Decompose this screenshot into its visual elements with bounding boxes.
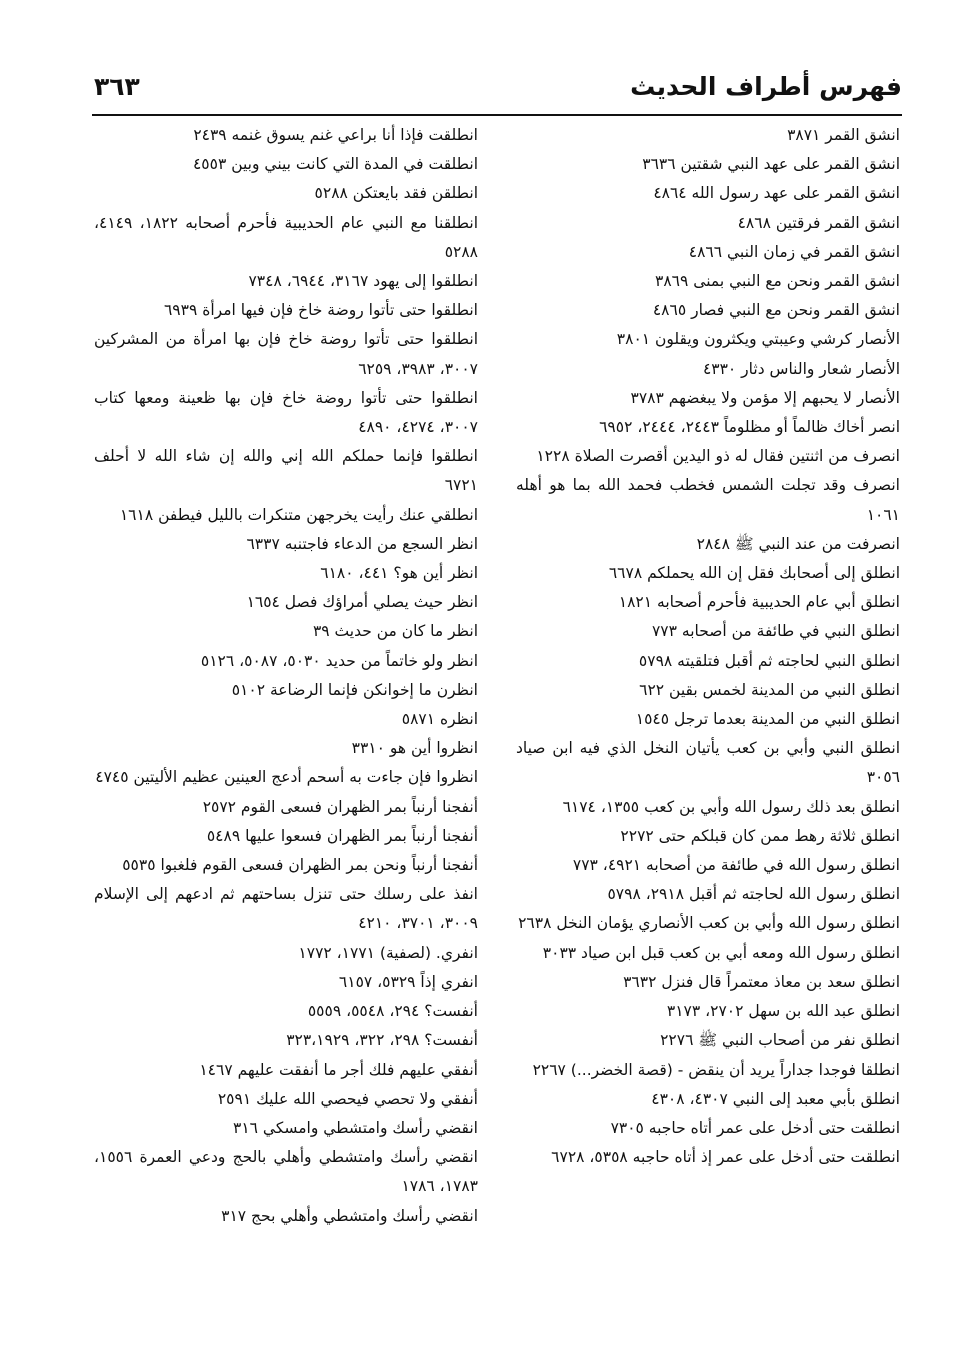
index-entry: انصرف وقد تجلت الشمس فخطب فحمد الله بما هو أهله ١٠٦١ [516, 476, 900, 524]
index-entry: انفذ على رسلك حتى تنزل بساحتهم ثم ادعهم إلى الإسلام ٣٠٠٩، ٣٧٠١، ٤٢١٠ [94, 885, 478, 933]
page-title: فهرس أطراف الحديث [630, 72, 902, 101]
index-entry: انطلق أبي عام الحديبية فأحرم أصحابه ١٨٢١ [618, 593, 900, 612]
index-entry: انطلقت فإذا أنا براعي غنم يسوق غنمه ٢٤٣٩ [193, 126, 478, 144]
left-column [94, 121, 478, 1231]
index-entry: الأنصار لا يحبهم إلا مؤمن ولا يبغضهم ٣٧٨٣ [630, 388, 900, 407]
index-entry: انظروا فإن جاءت به أسحم أدعج العينين عظيم الأليتين ٤٧٤٥ [95, 768, 478, 787]
index-entry: انشق القمر على عهد رسول الله ٤٨٦٤ [653, 184, 900, 203]
index-entry: انطلق النبي لحاجته ثم أقبل فتلقيته ٥٧٩٨ [638, 651, 900, 670]
index-entry: انقضي رأسك وامتشطي وأهلي بحج ٣١٧ [221, 1206, 478, 1225]
index-entry: انظرن ما إخوانكن فإنما الرضاعة ٥١٠٢ [231, 680, 478, 699]
index-entry: انطلق بعد ذلك رسول الله وأبي بن كعب ١٣٥٥، ٦١٧٤ [562, 797, 900, 816]
index-entry: انظر حيث يصلي أمراؤك فصل ١٦٥٤ [246, 593, 478, 612]
index-entry: انفري إذاً ٥٣٢٩، ٦١٥٧ [338, 972, 478, 991]
index-entry: انصرفت من عند النبي ﷺ ٢٨٤٨ [696, 534, 900, 553]
index-entry: انطلق نفر من أصحاب النبي ﷺ ٢٢٧٦ [660, 1031, 900, 1050]
index-entry: انطلقوا حتى تأتوا روضة خاخ فإن بها امرأة من المشركين ٣٠٠٧، ٣٩٨٣، ٦٢٥٩ [94, 330, 478, 378]
index-entry: انصرف من اثنتين فقال له ذو اليدين أقصرت الصلاة ١٢٢٨ [536, 447, 900, 466]
index-entry: انفري. (لصفية) ١٧٧١، ١٧٧٢ [298, 943, 478, 962]
index-entry: انطلقوا حتى تأتوا روضة خاخ فإن فيها امرأة ٦٩٣٩ [163, 301, 478, 320]
index-entry: انطلق رسول الله ومعه أبي بن كعب قبل ابن صياد ٣٠٣٣ [542, 943, 900, 962]
index-entry: انطلقوا إلى يهود ٣١٦٧، ٦٩٤٤، ٧٣٤٨ [248, 272, 478, 291]
index-entry: انطلقت في المدة التي كانت بيني وبين ٤٥٥٣ [192, 155, 478, 174]
index-entry: انطلق النبي في طائفة من أصحابه ٧٧٣ [651, 622, 900, 641]
index-entry: انصر أخاك ظالماً أو مظلوماً ٢٤٤٣، ٢٤٤٤، ٦٩٥٢ [599, 418, 900, 437]
index-entry: انطلق رسول الله في طائفة من أصحابه ٤٩٢١، ٧٧٣ [572, 856, 900, 875]
index-entry: انطلق رسول الله وأبي بن كعب الأنصاري يؤمان النخل ٢٦٣٨ [518, 914, 900, 933]
index-entry: انشق القمر ونحن مع النبي بمنى ٣٨٦٩ [655, 272, 900, 291]
index-entry: انطلقوا فإنما حملكم الله إني والله إن شاء الله لا أحلف ٦٧٢١ [94, 447, 478, 495]
index-entry: انطلقن فقد بايعتكن ٥٢٨٨ [314, 184, 478, 203]
index-entry: أنفجنا أرنباً بمر الظهران فسعوا عليها ٥٤٨٩ [206, 826, 478, 845]
index-entry: انطلق النبي وأبي بن كعب يأتيان النخل الذي فيه ابن صياد ٣٠٥٦ [516, 739, 900, 787]
index-entry: انطلقي عنك رأيت يخرجهن متنكرات بالليل فيطفن ١٦١٨ [119, 505, 478, 524]
index-entry: انطلقنا مع النبي عام الحديبية فأحرم أصحابه ١٨٢٢، ٤١٤٩، ٥٢٨٨ [94, 213, 479, 261]
index-entry: انطلق إلى أصحابك فقل إن الله يحملكم ٦٦٧٨ [608, 564, 900, 583]
index-entry: انطلق بأبي معبد إلى النبي ٤٣٠٧، ٤٣٠٨ [651, 1089, 900, 1108]
index-entry: انطلق رسول الله لحاجته ثم أقبل ٢٩١٨، ٥٧٩٨ [607, 885, 900, 904]
index-entry: أنفجنا أرنباً ونحن بمر الظهران فسعى القوم فلغبوا ٥٥٣٥ [122, 856, 478, 875]
index-entry: أنفجنا أرنباً بمر الظهران فسعى القوم ٢٥٧٢ [202, 797, 478, 816]
index-entry: انقضي رأسك وامتشطي وامسكي ٣١٦ [233, 1118, 478, 1137]
index-entry: الأنصار شعار والناس دثار ٤٣٣٠ [702, 359, 900, 378]
index-entry: انطلقت حتى أدخل على عمر إذ أتاه حاجبه ٥٣٥٨، ٦٧٢٨ [551, 1148, 900, 1167]
index-entry: انظر أين هو؟ ٤٤١، ٦١٨٠ [320, 564, 478, 583]
index-entry: انطلق النبي من المدينة بعدما ترجل ١٥٤٥ [635, 710, 900, 729]
index-entry: انطلق عبد الله بن سهل ٢٧٠٢، ٣١٧٣ [666, 1002, 900, 1021]
index-entry: انقضي رأسك وامتشطي وأهلي بالحج ودعي العمرة ١٥٥٦، ١٧٨٣، ١٧٨٦ [94, 1148, 478, 1196]
index-entry: انطلق النبي من المدينة لخمس بقين ٦٢٢ [639, 680, 900, 699]
index-entry: انشق القمر ٣٨٧١ [787, 126, 900, 144]
index-entry: انطلقت حتى أدخل على عمر أتاه حاجبه ٧٣٠٥ [610, 1118, 900, 1137]
index-entry: انشق القمر في زمان النبي ٤٨٦٦ [688, 242, 900, 261]
index-entry: انطلقا فوجدا جداراً يريد أن ينقض - (قصة الخضر...) ٢٢٦٧ [532, 1060, 900, 1079]
index-entry: انظره ٥٨٧١ [401, 710, 478, 729]
index-entry: انشق القمر فرقتين ٤٨٦٨ [737, 213, 900, 232]
index-entry: أنفقي عليهم فلك أجر ما أنفقت عليهم ١٤٦٧ [199, 1060, 478, 1079]
index-entry: انظر ولو خاتماً من حديد ٥٠٣٠، ٥٠٨٧، ٥١٢٦ [200, 651, 478, 670]
index-entry: انطلقوا حتى تأتوا روضة خاخ فإن بها ظعينة ومعها كتاب ٣٠٠٧، ٤٢٧٤، ٤٨٩٠ [94, 388, 478, 437]
index-entry: أنفست؟ ٢٩٤، ٥٥٤٨، ٥٥٥٩ [307, 1002, 478, 1021]
index-entry: انظر ما كان من حديث ٣٩ [312, 622, 478, 641]
index-entry: انظر السجع من الدعاء فاجتنبه ٦٣٣٧ [246, 534, 478, 553]
right-column [516, 121, 900, 1172]
index-entry: انطلق ثلاثة رهط ممن كان قبلكم حتى ٢٢٧٢ [620, 826, 900, 845]
page-header [92, 64, 902, 114]
index-entry: انطلق سعد بن معاذ معتمراً قال فنزل ٣٦٣٢ [623, 972, 900, 991]
header-rule [92, 114, 902, 116]
index-entry: انشق القمر على عهد النبي شقتين ٣٦٣٦ [642, 155, 900, 174]
index-entry: أنفقي ولا تحصي فيحصي الله عليك ٢٥٩١ [217, 1089, 478, 1108]
index-entry: انظروا أين هو ٣٣١٠ [351, 739, 478, 758]
index-entry: أنفست؟ ٢٩٨، ٣٢٢، ٣٢٣،١٩٢٩ [286, 1031, 478, 1050]
page-number: ٣٦٣ [94, 72, 140, 101]
index-entry: انشق القمر ونحن مع النبي فصار ٤٨٦٥ [652, 301, 900, 320]
index-entry: الأنصار كرشي وعيبتي ويكثرون ويقلون ٣٨٠١ [616, 330, 900, 349]
